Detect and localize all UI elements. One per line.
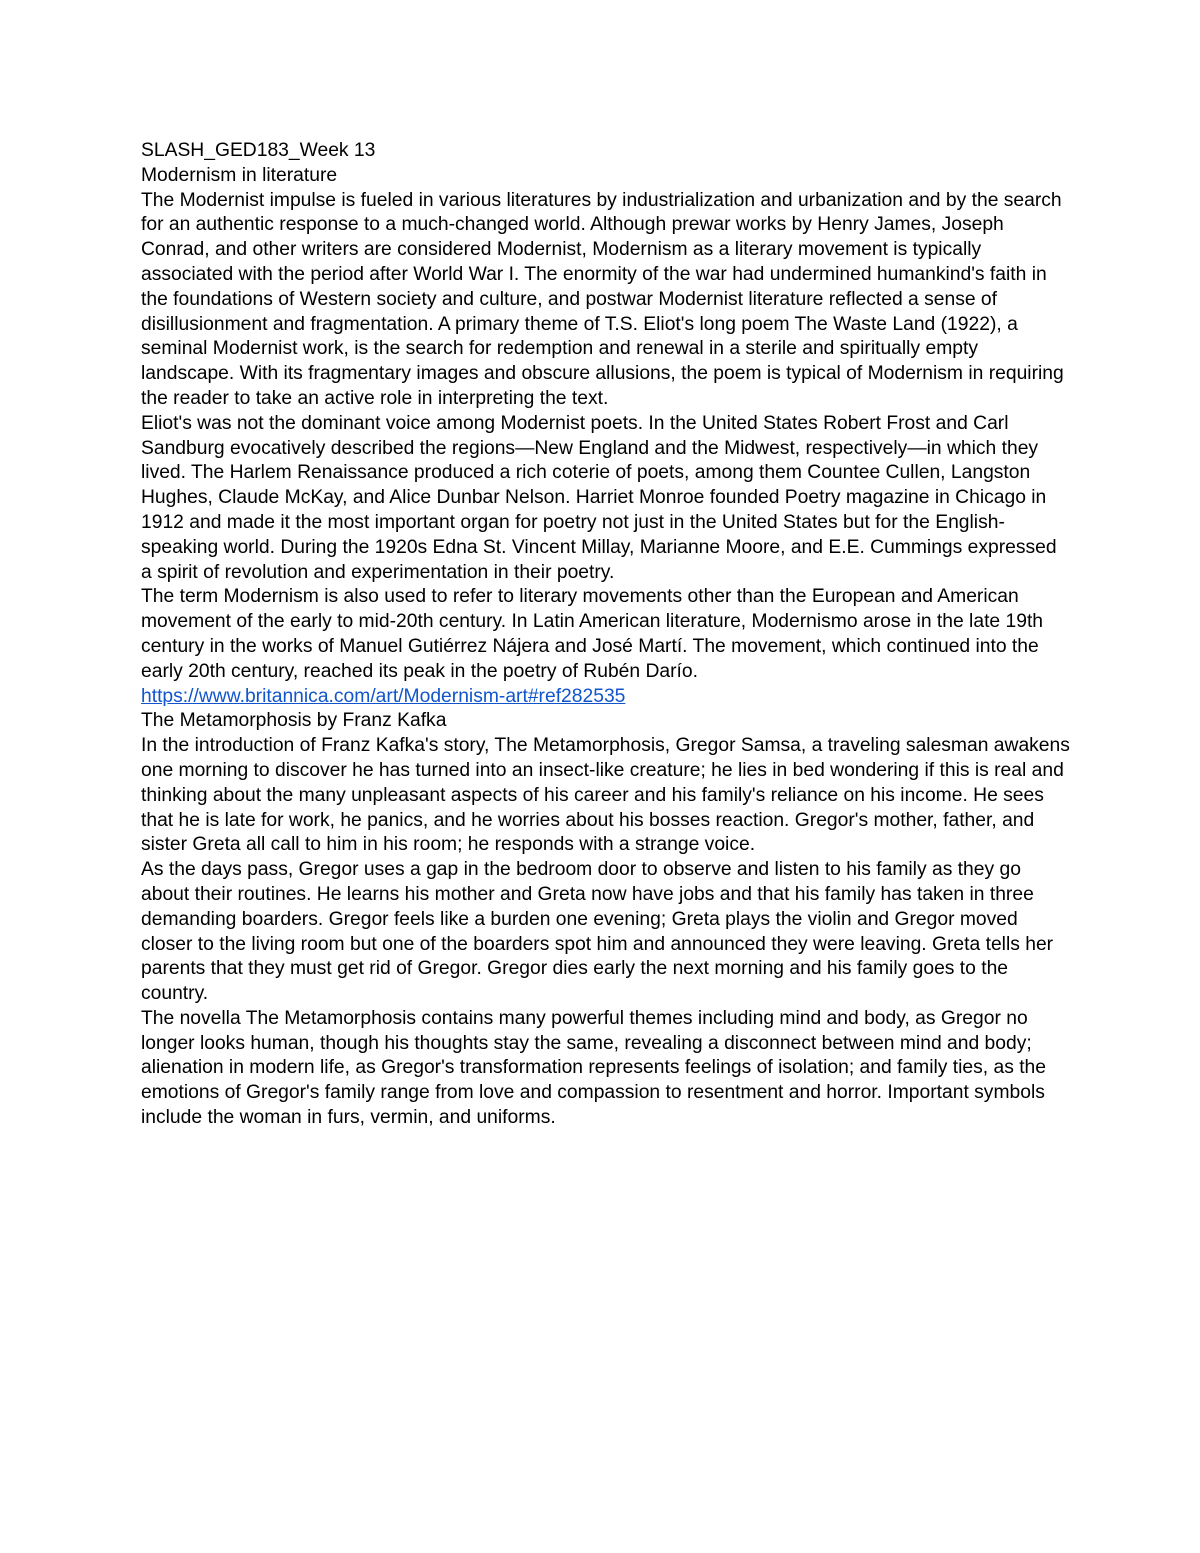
kafka-paragraph-days: As the days pass, Gregor uses a gap in the bedroom door to observe and listen to his family as they go about their routines. He learns his mother and Greta now have jobs and that his family has taken in three demanding boarders. Gregor feels like a burden one evening; Greta plays the violin and Gregor moved closer to the living room but one of the boarders spot him and announced they were leaving. Greta tells her parents that they must get rid of Gregor. Gregor dies early the next morning and his family goes to the country. xyxy=(141,859,1054,1005)
paragraph-modernist-impulse: The Modernist impulse is fueled in various literatures by industrialization and urbanization and by the search for an authentic response to a much-changed world. Although prewar works by Henry James, Joseph Conrad, and other writers are considered Modernist, Modernism as a literary movement is typically associated with the period after World War I. The enormity of the war had undermined humankind's faith in the foundations of Western society and culture, and postwar Modernist literature reflected a sense of disillusionment and fragmentation. A primary theme of T.S. Eliot's long poem The Waste Land (1922), a seminal Modernist work, is the search for redemption and renewal in a sterile and spiritually empty landscape. With its fragmentary images and obscure allusions, the poem is typical of Modernism in requiring the reader to take an active role in interpreting the text. xyxy=(141,189,1064,409)
document-page xyxy=(141,139,1071,1131)
document-title: SLASH_GED183_Week 13 xyxy=(141,140,376,161)
kafka-paragraph-intro: In the introduction of Franz Kafka's story, The Metamorphosis, Gregor Samsa, a traveling salesman awakens one morning to discover he has turned into an insect-like creature; he lies in bed wondering if this is real and thinking about the many unpleasant aspects of his career and his family's reliance on his income. He sees that he is late for work, he panics, and he worries about his bosses reaction. Gregor's mother, father, and sister Greta all call to him in his room; he responds with a strange voice. xyxy=(141,735,1070,856)
britannica-link[interactable]: https://www.britannica.com/art/Modernism-art#ref282535 xyxy=(141,685,626,707)
paragraph-modernist-poets: Eliot's was not the dominant voice among Modernist poets. In the United States Robert Frost and Carl Sandburg evocatively described the regions—New England and the Midwest, respectively—in which they lived. The Harlem Renaissance produced a rich coterie of poets, among them Countee Cullen, Langston Hughes, Claude McKay, and Alice Dunbar Nelson. Harriet Monroe founded Poetry magazine in Chicago in 1912 and made it the most important organ for poetry not just in the United States but for the English-speaking world. During the 1920s Edna St. Vincent Millay, Marianne Moore, and E.E. Cummings expressed a spirit of revolution and experimentation in their poetry. xyxy=(141,412,1057,583)
section-heading: Modernism in literature xyxy=(141,164,338,186)
kafka-heading: The Metamorphosis by Franz Kafka xyxy=(141,710,447,732)
kafka-paragraph-themes: The novella The Metamorphosis contains many powerful themes including mind and body, as Gregor no longer looks human, though his thoughts stay the same, revealing a disconnect between mind and body; alienation in modern life, as Gregor's transformation represents feelings of isolation; and family ties, as the emotions of Gregor's family range from love and compassion to resentment and horror. Important symbols include the woman in furs, vermin, and uniforms. xyxy=(141,1007,1047,1129)
paragraph-modernismo: The term Modernism is also used to refer to literary movements other than the European and American movement of the early to mid-20th century. In Latin American literature, Modernismo arose in the late 19th century in the works of Manuel Gutiérrez Nájera and José Martí. The movement, which continued into the early 20th century, reached its peak in the poetry of Rubén Darío. xyxy=(141,586,1044,682)
